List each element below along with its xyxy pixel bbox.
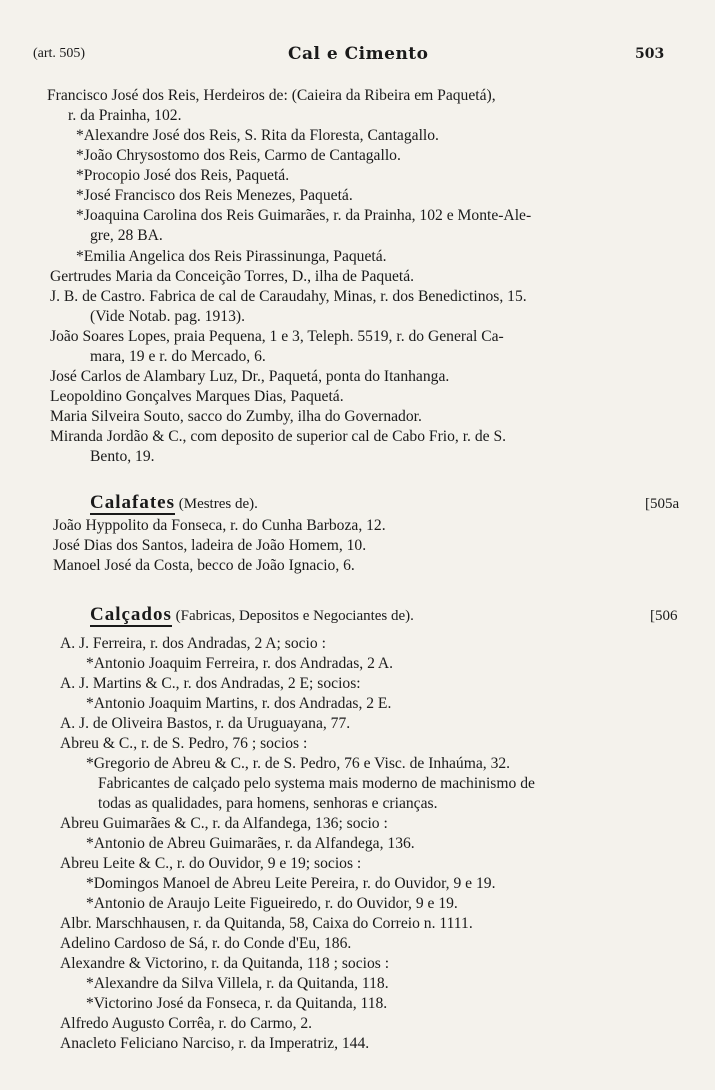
entry-line: Abreu Leite & C., r. do Ouvidor, 9 e 19; socios :	[60, 855, 362, 872]
entry-line: Abreu & C., r. de S. Pedro, 76 ; socios :	[60, 735, 308, 752]
entry-line: *Alexandre José dos Reis, S. Rita da Floresta, Cantagallo.	[76, 127, 439, 144]
section-number: [505a	[645, 496, 680, 512]
entry-line: Anacleto Feliciano Narciso, r. da Imperatriz, 144.	[60, 1035, 370, 1052]
entry-line: Albr. Marschhausen, r. da Quitanda, 58, Caixa do Correio n. 1111.	[60, 915, 473, 932]
entry-line: Adelino Cardoso de Sá, r. do Conde d'Eu, 186.	[60, 935, 352, 952]
entry-line: *Victorino José da Fonseca, r. da Quitanda, 118.	[86, 995, 388, 1012]
entry-line: *Procopio José dos Reis, Paquetá.	[76, 167, 290, 184]
entry-line: Manoel José da Costa, becco de João Ignacio, 6.	[53, 557, 355, 574]
entry-line: Miranda Jordão & C., com deposito de superior cal de Cabo Frio, r. de S.	[50, 428, 507, 445]
entry-line: todas as qualidades, para homens, senhoras e crianças.	[98, 795, 438, 812]
section-heading-calafates	[90, 492, 258, 514]
entry-line: A. J. Ferreira, r. dos Andradas, 2 A; socio :	[60, 635, 326, 652]
entry-line: mara, 19 e r. do Mercado, 6.	[90, 348, 266, 365]
entry-line: *Joaquina Carolina dos Reis Guimarães, r. da Prainha, 102 e Monte-Ale-	[76, 207, 532, 224]
entry-line: João Soares Lopes, praia Pequena, 1 e 3, Teleph. 5519, r. do General Ca-	[50, 328, 504, 345]
entry-line: gre, 28 BA.	[90, 227, 163, 244]
section-title: Calçados	[90, 604, 172, 625]
entry-line: *José Francisco dos Reis Menezes, Paquetá.	[76, 187, 353, 204]
entry-line: Fabricantes de calçado pelo systema mais moderno de machinismo de	[98, 775, 535, 792]
entry-line: *Antonio Joaquim Ferreira, r. dos Andradas, 2 A.	[86, 655, 394, 672]
entry-line: *Domingos Manoel de Abreu Leite Pereira, r. do Ouvidor, 9 e 19.	[86, 875, 496, 892]
section-subtitle: (Mestres de).	[178, 496, 258, 512]
section-heading-calcados	[90, 604, 414, 626]
entry-line: *Alexandre da Silva Villela, r. da Quitanda, 118.	[86, 975, 389, 992]
entry-line: Gertrudes Maria da Conceição Torres, D., ilha de Paquetá.	[50, 268, 415, 285]
entry-line: A. J. Martins & C., r. dos Andradas, 2 E; socios:	[60, 675, 361, 692]
entry-line: *João Chrysostomo dos Reis, Carmo de Cantagallo.	[76, 147, 401, 164]
entry-line: *Antonio de Abreu Guimarães, r. da Alfandega, 136.	[86, 835, 415, 852]
entry-line: Bento, 19.	[90, 448, 155, 465]
entry-line: José Dias dos Santos, ladeira de João Homem, 10.	[53, 537, 367, 554]
entry-line: (Vide Notab. pag. 1913).	[90, 308, 245, 325]
entry-line: Alfredo Augusto Corrêa, r. do Carmo, 2.	[60, 1015, 313, 1032]
entry-line: J. B. de Castro. Fabrica de cal de Caraudahy, Minas, r. dos Benedictinos, 15.	[50, 288, 527, 305]
entry-line: Abreu Guimarães & C., r. da Alfandega, 136; socio :	[60, 815, 388, 832]
page-number: 503	[635, 46, 665, 62]
entry-line: Alexandre & Victorino, r. da Quitanda, 118 ; socios :	[60, 955, 390, 972]
entry-line: r. da Prainha, 102.	[68, 107, 182, 124]
entry-line: *Antonio de Araujo Leite Figueiredo, r. do Ouvidor, 9 e 19.	[86, 895, 458, 912]
entry-line: Leopoldino Gonçalves Marques Dias, Paquetá.	[50, 388, 344, 405]
entry-line: Francisco José dos Reis, Herdeiros de: (Caieira da Ribeira em Paquetá),	[47, 87, 496, 104]
entry-line: *Emilia Angelica dos Reis Pirassinunga, Paquetá.	[76, 248, 387, 265]
entry-line: A. J. de Oliveira Bastos, r. da Uruguayana, 77.	[60, 715, 351, 732]
page-header	[0, 44, 715, 68]
entry-line: Maria Silveira Souto, sacco do Zumby, ilha do Governador.	[50, 408, 422, 425]
entry-line: José Carlos de Alambary Luz, Dr., Paquetá, ponta do Itanhanga.	[50, 368, 450, 385]
section-number: [506	[650, 608, 678, 624]
entry-line: João Hyppolito da Fonseca, r. do Cunha Barboza, 12.	[53, 517, 386, 534]
page-title: Cal e Cimento	[288, 44, 429, 64]
article-ref: (art. 505)	[33, 46, 86, 61]
section-subtitle: (Fabricas, Depositos e Negociantes de).	[175, 608, 414, 624]
section-title: Calafates	[90, 492, 175, 513]
entry-line: *Gregorio de Abreu & C., r. de S. Pedro, 76 e Visc. de Inhaúma, 32.	[86, 755, 511, 772]
entry-line: *Antonio Joaquim Martins, r. dos Andradas, 2 E.	[86, 695, 392, 712]
